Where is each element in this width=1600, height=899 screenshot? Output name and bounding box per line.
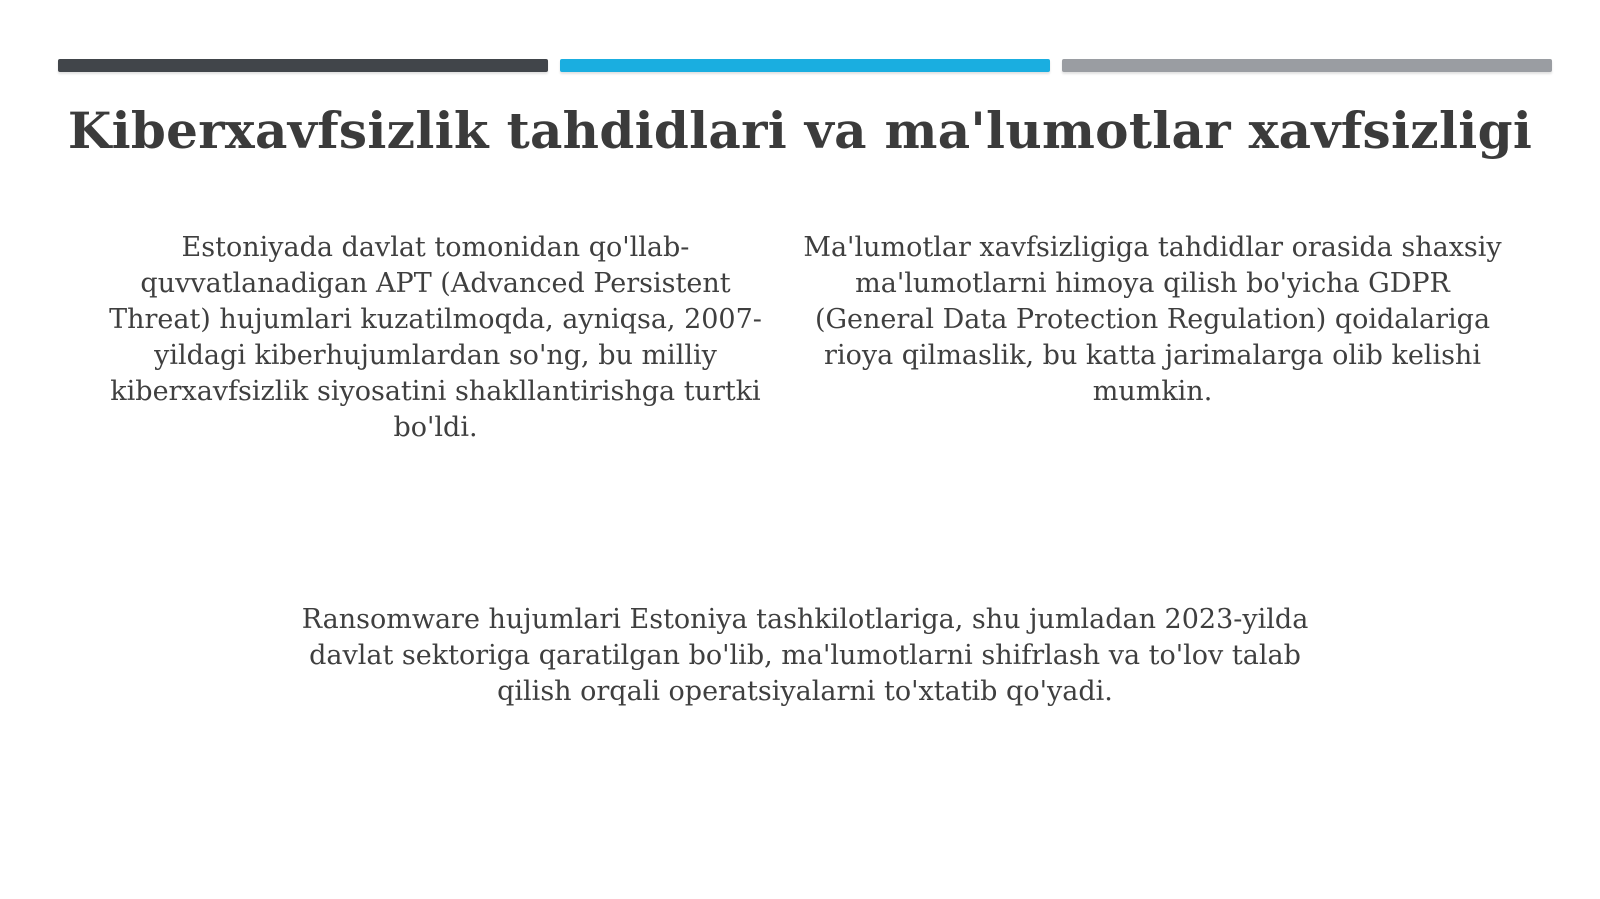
header-accent-bar-dark: [58, 59, 548, 72]
header-accent-bar-blue: [560, 59, 1050, 72]
paragraph-gdpr: Ma'lumotlar xavfsizligiga tahdidlar orasida shaxsiy ma'lumotlarni himoya qilish bo'yicha GDPR (General Data Protection Regulation) qoidalariga rioya qilmaslik, bu katta jarimalarga olib kelishi mumkin.: [803, 232, 1502, 407]
slide-title: Kiberxavfsizlik tahdidlari va ma'lumotlar xavfsizligi: [67, 101, 1533, 160]
paragraph-ransomware: Ransomware hujumlari Estoniya tashkilotlariga, shu jumladan 2023-yilda davlat sektoriga qaratilgan bo'lib, ma'lumotlarni shifrlash va to'lov talab qilish orqali operatsiyalarni to'xtatib qo'yadi.: [301, 604, 1309, 707]
paragraph-apt-attacks: Estoniyada davlat tomonidan qo'llab-quvvatlanadigan APT (Advanced Persistent Threat) hujumlari kuzatilmoqda, ayniqsa, 2007-yildagi kiberhujumlardan so'ng, bu milliy kiberxavfsizlik siyosatini shakllantirishga turtki bo'ldi.: [109, 232, 762, 443]
header-accent-bar-gray: [1062, 59, 1552, 72]
